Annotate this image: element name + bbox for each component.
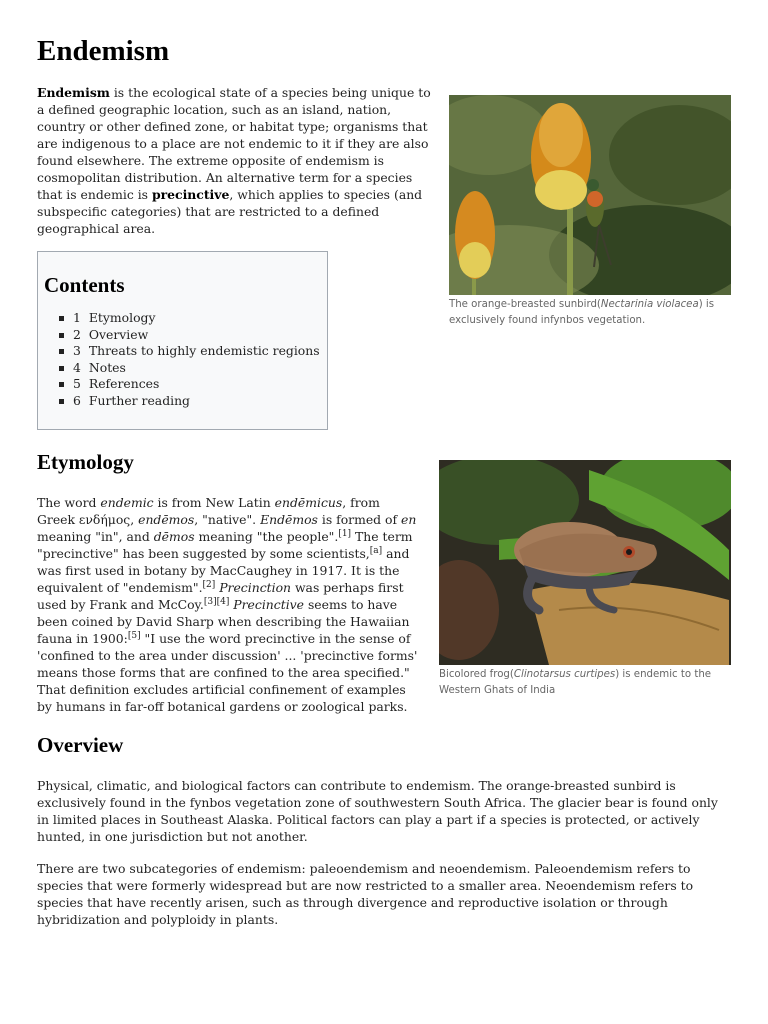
intro-text: is the ecological state of a species being unique to a defined geographic location, such as an island, nation, country or other defined zone, or habitat type; organisms that are indigenous to a place are not endemic to it if they are also found elsewhere. The extreme opposite of endemism is cosmopolitan distribution. An alternative term for a species that is endemic is: [37, 85, 431, 202]
contents-heading: Contents: [44, 273, 125, 297]
contents-link[interactable]: Further reading: [88, 392, 190, 408]
contents-item[interactable]: [73, 393, 321, 410]
caption-species: Clinotarsus curtipes: [513, 669, 616, 680]
contents-item[interactable]: [73, 343, 321, 360]
figure-frog: [439, 460, 731, 699]
caption-text: ) is endemic to the Western Ghats of India: [439, 669, 712, 696]
text: is from New Latin: [153, 495, 275, 510]
contents-link[interactable]: Etymology: [88, 310, 156, 325]
sunbird-image[interactable]: [449, 95, 731, 295]
citation-link[interactable]: [2]: [202, 580, 216, 590]
contents-item[interactable]: [73, 327, 321, 344]
overview-paragraph: There are two subcategories of endemism: paleoendemism and neoendemism. Paleoendemism refers to species that were formerly widespread but are now restricted to a smaller area. Neoendemism refers to species that have recently arisen, such as through divergence and reproductive isolation or through hybridization and polyploidy in plants.: [37, 861, 694, 927]
contents-link[interactable]: References: [88, 376, 160, 391]
section-heading-overview: Overview: [37, 733, 124, 757]
term-endemism: Endemism: [37, 85, 110, 100]
contents-number: 1: [73, 310, 81, 325]
figure-caption: [439, 667, 731, 699]
text: , from Greek ενδήμος,: [37, 495, 380, 527]
contents-item[interactable]: [73, 376, 321, 393]
caption-text: Bicolored frog(: [439, 669, 514, 680]
text: is formed of: [317, 512, 402, 527]
italic-term: en: [401, 512, 417, 527]
italic-term: endēmos: [138, 512, 195, 527]
italic-term: Endēmos: [260, 512, 318, 527]
frog-image[interactable]: [439, 460, 731, 665]
italic-term: endēmicus: [274, 495, 343, 510]
note-link[interactable]: [a]: [369, 546, 383, 556]
contents-item[interactable]: [73, 310, 321, 327]
italic-term: Precinction: [219, 580, 292, 595]
contents-link[interactable]: Threats to highly endemistic regions: [88, 343, 320, 358]
table-of-contents: [37, 251, 328, 430]
italic-term: dēmos: [153, 529, 195, 544]
contents-item[interactable]: [73, 360, 321, 377]
text: seems to have been coined by David Sharp when describing the Hawaiian fauna in 1900:: [37, 597, 410, 646]
sunbird-illustration: [449, 95, 731, 295]
text: , "native".: [194, 512, 261, 527]
article: [37, 0, 731, 928]
contents-number: 5: [73, 376, 81, 391]
caption-text: ) is exclusively found infynbos vegetation.: [449, 299, 715, 326]
caption-species: Nectarinia violacea: [600, 299, 699, 310]
contents-number: 4: [73, 359, 81, 375]
italic-term: endemic: [100, 495, 154, 510]
text: was perhaps first used by Frank and McCoy.: [37, 580, 404, 612]
citation-link[interactable]: [1]: [338, 529, 352, 539]
intro-text: , which applies to species (and subspecific categories) that are restricted to a defined geographical area.: [37, 187, 423, 236]
overview-paragraph: Physical, climatic, and biological factors can contribute to endemism. The orange-breasted sunbird is exclusively found in the fynbos vegetation zone of southwestern South Africa. The glacier bear is found only in limited places in Southeast Alaska. Political factors can play a part if a species is protected, or actively hunted, in one jurisdiction but not another.: [37, 778, 718, 844]
page-title: Endemism: [37, 35, 170, 67]
contents-number: 2: [73, 326, 81, 342]
citation-link[interactable]: [3][4]: [203, 597, 230, 607]
text: and was first used in botany by MacCaughey in 1917. It is the equivalent of "endemism".: [37, 546, 410, 595]
italic-term: Precinctive: [233, 597, 304, 612]
caption-text: The orange-breasted sunbird(: [449, 299, 601, 310]
text: "I use the word precinctive in the sense of 'confined to the area under discussion' ... 'precinctive forms' means those forms that are confined to the area specified." That definition excludes artificial confinement of examples by humans in far-off botanical gardens or zoological parks.: [37, 631, 418, 714]
text: The word: [37, 495, 101, 510]
contents-list: [44, 310, 321, 409]
citation-link[interactable]: [5]: [127, 631, 141, 641]
figure-sunbird: [449, 95, 731, 329]
contents-link[interactable]: Overview: [88, 326, 149, 342]
text: meaning "the people".: [194, 529, 339, 544]
frog-illustration: [439, 460, 731, 665]
figure-caption: [449, 297, 731, 329]
contents-number: 6: [73, 392, 81, 408]
text: meaning "in", and: [37, 529, 154, 544]
term-precinctive: precinctive: [151, 187, 230, 202]
contents-number: 3: [73, 343, 81, 358]
contents-link[interactable]: Notes: [88, 359, 126, 375]
text: The term "precinctive" has been suggested by some scientists,: [37, 529, 413, 561]
section-heading-etymology: Etymology: [37, 450, 134, 474]
